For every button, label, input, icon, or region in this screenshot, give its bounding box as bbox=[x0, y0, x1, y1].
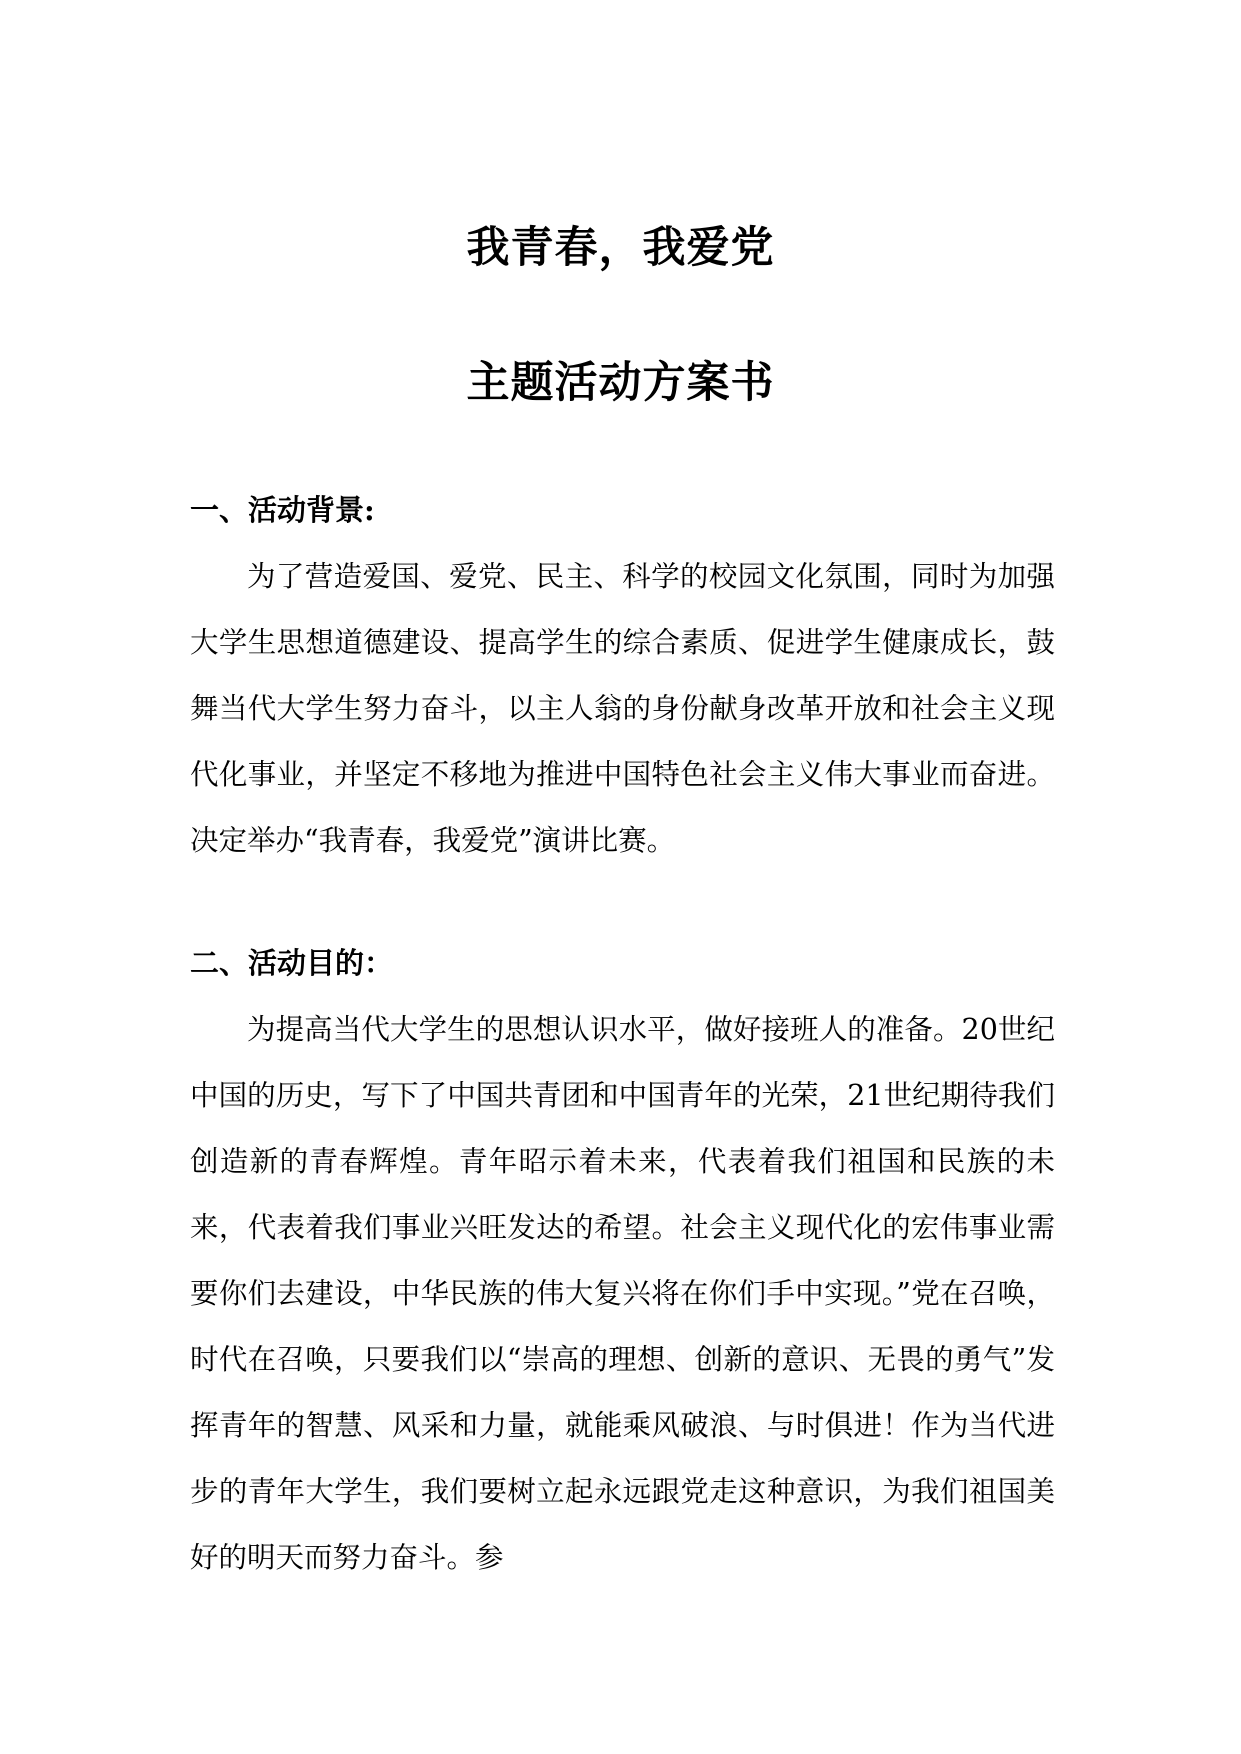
section-paragraph-purpose: 为提高当代大学生的思想认识水平，做好接班人的准备。20世纪中国的历史，写下了中国共青团和中国青年的光荣，21世纪期待我们创造新的青春辉煌。青年昭示着未来，代表着我们祖国和民族的未来，代表着我们事业兴旺发达的希望。社会主义现代化的宏伟事业需要你们去建设，中华民族的伟大复兴将在你们手中实现。”党在召唤，时代在召唤，只要我们以“崇高的理想、创新的意识、无畏的勇气”发挥青年的智慧、风采和力量，就能乘风破浪、与时俱进！作为当代进步的青年大学生，我们要树立起永远跟党走这种意识，为我们祖国美好的明天而努力奋斗。参 bbox=[190, 1013, 1055, 1574]
section-heading-purpose: 二、活动目的： bbox=[190, 946, 394, 980]
section-heading-background: 一、活动背景: bbox=[190, 493, 375, 527]
section-paragraph-background: 为了营造爱国、爱党、民主、科学的校园文化氛围，同时为加强大学生思想道德建设、提高学生的综合素质、促进学生健康成长，鼓舞当代大学生努力奋斗，以主人翁的身份献身改革开放和社会主义现代化事业，并坚定不移地为推进中国特色社会主义伟大事业而奋进。决定举办“我青春，我爱党”演讲比赛。 bbox=[190, 560, 1055, 857]
document-subtitle: 主题活动方案书 bbox=[466, 358, 775, 408]
document-title: 我青春，我爱党 bbox=[466, 223, 775, 273]
